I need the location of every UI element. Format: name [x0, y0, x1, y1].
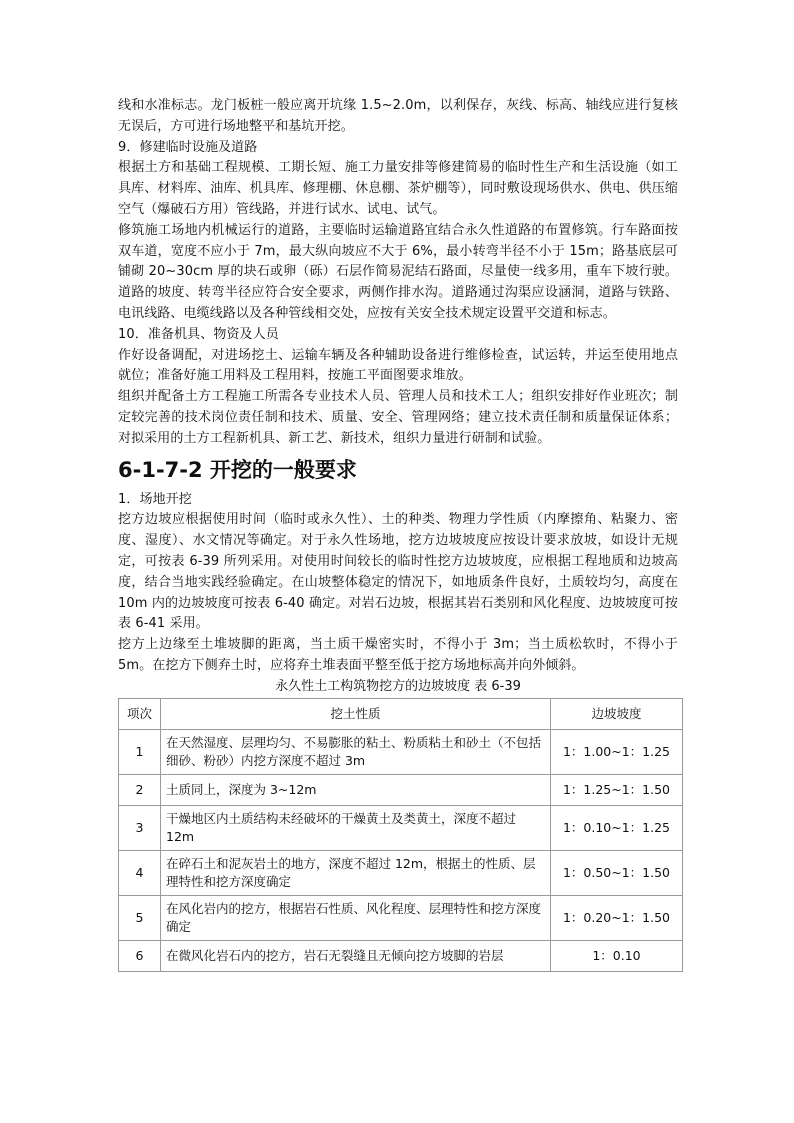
- paragraph: 修筑施工场地内机械运行的道路，主要临时运输道路宜结合永久性道路的布置修筑。行车路面按双车道，宽度不应小于 7m，最大纵向坡应不大于 6%，最小转弯半径不小于 15m；路基底层可铺砌 20~30cm 厚的块石或卵（砾）石层作简易泥结石路面，尽量使一线多用，重车下坡行驶。道路的坡度、转弯半径应符合安全要求，两侧作排水沟。道路通过沟渠应设涵洞，道路与铁路、电讯线路、电缆线路以及各种管线相交处，应按有关安全技术规定设置平交道和标志。: [118, 222, 678, 321]
- paragraph: 根据土方和基础工程规模、工期长短、施工力量安排等修建简易的临时性生产和生活设施（如工具库、材料库、油库、机具库、修理棚、休息棚、茶炉棚等），同时敷设现场供水、供电、供压缩空气（爆破石方用）管线路，并进行试水、试电、试气。: [118, 160, 678, 217]
- section-heading: 6-1-7-2 开挖的一般要求: [118, 457, 357, 482]
- header-slope: 边坡坡度: [551, 698, 683, 729]
- paragraph: 线和水准标志。龙门板桩一般应离开坑缘 1.5~2.0m，以利保存，灰线、标高、轴线应进行复核无误后，方可进行场地整平和基坑开挖。: [118, 98, 678, 134]
- row-property: 在天然湿度、层理均匀、不易膨胀的粘土、粉质粘土和砂土（不包括细砂、粉砂）内挖方深度不超过 3m: [161, 729, 551, 774]
- table-row: [119, 805, 683, 850]
- header-no: 项次: [119, 698, 161, 729]
- paragraph: 作好设备调配，对进场挖土、运输车辆及各种辅助设备进行维修检查，试运转，并运至使用地点就位；准备好施工用料及工程用料，按施工平面图要求堆放。: [118, 347, 678, 384]
- subsection-title: 9．修建临时设施及道路: [118, 139, 258, 155]
- table-caption: 永久性土工构筑物挖方的边坡坡度 表 6-39: [275, 678, 521, 694]
- row-property: 在微风化岩石内的挖方，岩石无裂缝且无倾向挖方坡脚的岩层: [161, 940, 551, 971]
- row-slope: 1：1.25~1：1.50: [551, 774, 683, 805]
- row-no: 6: [119, 940, 161, 971]
- paragraph: 挖方边坡应根据使用时间（临时或永久性）、土的种类、物理力学性质（内摩擦角、粘聚力、密度、湿度）、水文情况等确定。对于永久性场地，挖方边坡坡度应按设计要求放坡，如设计无规定，可按表 6-39 所列采用。对使用时间较长的临时性挖方边坡坡度，应根据工程地质和边坡高度，结合当地实践经验确定。在山坡整体稳定的情况下，如地质条件良好，土质较均匀，高度在 10m 内的边坡坡度可按表 6-40 确定。对岩石边坡，根据其岩石类别和风化程度、边坡坡度可按表 6-41 采用。: [118, 512, 678, 632]
- row-no: 4: [119, 850, 161, 895]
- table-header-row: [119, 698, 683, 729]
- document-page: [118, 96, 678, 972]
- row-slope: 1：1.00~1：1.25: [551, 729, 683, 774]
- table-row: [119, 940, 683, 971]
- row-property: 干燥地区内土质结构未经破坏的干燥黄土及类黄土，深度不超过 12m: [161, 805, 551, 850]
- row-no: 2: [119, 774, 161, 805]
- table-row: [119, 850, 683, 895]
- row-slope: 1：0.10~1：1.25: [551, 805, 683, 850]
- row-no: 1: [119, 729, 161, 774]
- row-slope: 1：0.20~1：1.50: [551, 895, 683, 940]
- table-row: [119, 895, 683, 940]
- row-property: 土质同上，深度为 3~12m: [161, 774, 551, 805]
- subsection-title: 10．准备机具、物资及人员: [118, 326, 279, 342]
- row-property: 在碎石土和泥灰岩土的地方，深度不超过 12m，根据土的性质、层理特性和挖方深度确定: [161, 850, 551, 895]
- row-no: 5: [119, 895, 161, 940]
- subsection-title: 1．场地开挖: [118, 491, 192, 507]
- paragraph: 组织并配备土方工程施工所需各专业技术人员、管理人员和技术工人；组织安排好作业班次；制定较完善的技术岗位责任制和技术、质量、安全、管理网络；建立技术责任制和质量保证体系；对拟采用的土方工程新机具、新工艺、新技术，组织力量进行研制和试验。: [118, 389, 678, 446]
- row-no: 3: [119, 805, 161, 850]
- slope-table: [118, 698, 683, 972]
- row-property: 在风化岩内的挖方，根据岩石性质、风化程度、层理特性和挖方深度确定: [161, 895, 551, 940]
- row-slope: 1：0.50~1：1.50: [551, 850, 683, 895]
- table-row: [119, 729, 683, 774]
- row-slope: 1：0.10: [551, 940, 683, 971]
- paragraph: 挖方上边缘至土堆坡脚的距离，当土质干燥密实时，不得小于 3m；当土质松软时，不得小于 5m。在挖方下侧弃土时，应将弃土堆表面平整至低于挖方场地标高并向外倾斜。: [118, 637, 678, 673]
- table-row: [119, 774, 683, 805]
- header-property: 挖土性质: [161, 698, 551, 729]
